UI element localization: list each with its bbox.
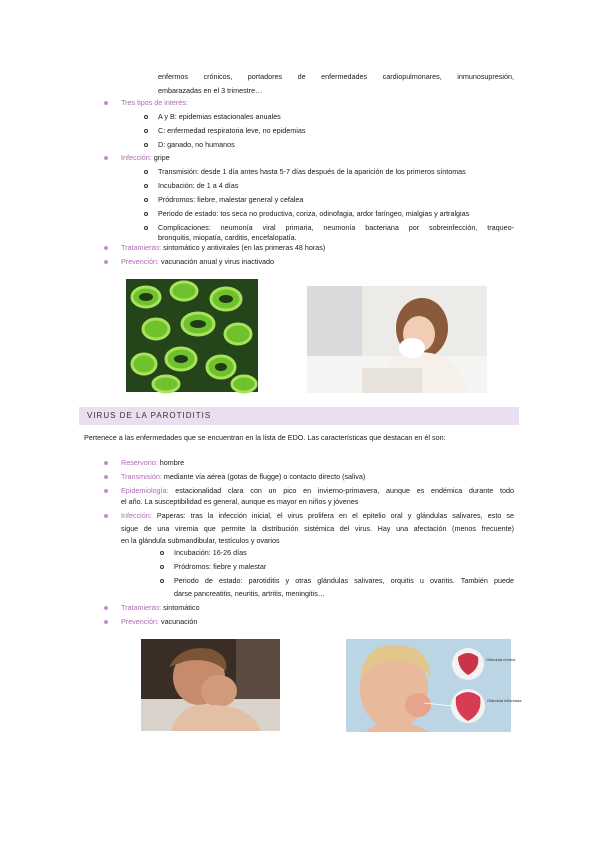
paro-infection-line-2: sigue de una viremia que permite la distribución sistémica del virus. Hay una afectación (menos frecuente) — [121, 524, 514, 533]
bullet-dot-icon — [104, 246, 108, 250]
paro-epidemiology-line-1 — [121, 486, 514, 496]
paro-reservoir-label: Reservorio: — [121, 458, 158, 467]
paro-epidemiology-line-2: el año. La susceptibilidad es general, aunque es mayor en niños y jóvenes — [121, 497, 359, 506]
flu-complications-2: bronquitis, miopatía, carditis, encefalopatía. — [158, 233, 297, 242]
paro-transmission-value: mediante vía aérea (gotas de flugge) o contacto directo (saliva) — [163, 472, 366, 481]
flu-treatment-value: sintomático y antivirales (en las primeras 48 horas) — [163, 243, 326, 252]
paro-treatment-line — [121, 603, 199, 613]
bullet-dot-icon — [104, 606, 108, 610]
paro-transmission-line — [121, 472, 365, 482]
paro-state-period-2: darse pancreatitis, neuritis, artritis, meningitis… — [174, 589, 325, 598]
paro-epidemiology-value: estacionalidad clara con un pico en invierno-primavera, aunque es endémica durante todo — [175, 486, 514, 495]
flu-prevention-value: vacunación anual y virus inactivado — [160, 257, 275, 266]
sub-bullet-circle-icon — [160, 565, 164, 569]
paro-epidemiology-label: Epidemiología: — [121, 486, 169, 495]
flu-prevention-line — [121, 257, 274, 267]
paro-infection-label: Infección: — [121, 511, 152, 520]
flu-complications-1: Complicaciones: neumonía viral primaria, neumonía bacteriana por sobreinfección, traqueo- — [158, 223, 514, 232]
sub-bullet-circle-icon — [144, 198, 148, 202]
sub-bullet-circle-icon — [144, 226, 148, 230]
sub-bullet-circle-icon — [160, 551, 164, 555]
flu-treatment-line — [121, 243, 325, 253]
sick-child-photo — [307, 286, 487, 393]
bullet-dot-icon — [104, 101, 108, 105]
sub-bullet-circle-icon — [160, 579, 164, 583]
influenza-virus-image — [126, 279, 258, 392]
paro-state-period-1: Periodo de estado: parotiditis y otras glándulas salivares, orquitis u ovaritis. También puede — [174, 576, 514, 585]
paro-treatment-value: sintomático — [163, 603, 200, 612]
flu-continuation-line-1: enfermos crónicos, portadores de enfermedades cardiopulmonares, inmunosupresión, — [158, 72, 514, 81]
bullet-dot-icon — [104, 489, 108, 493]
bullet-dot-icon — [104, 461, 108, 465]
section-heading: VIRUS DE LA PAROTIDITIS — [87, 411, 212, 420]
sub-bullet-circle-icon — [144, 115, 148, 119]
bullet-dot-icon — [104, 260, 108, 264]
flu-infection-label: Infección: — [121, 153, 152, 162]
flu-infection-line — [121, 153, 170, 163]
flu-continuation-line-2: embarazadas en el 3 trimestre… — [158, 86, 263, 95]
flu-type-ab: A y B: epidemias estacionales anuales — [158, 112, 281, 121]
flu-prodromes: Pródromos: fiebre, malestar general y cefalea — [158, 195, 304, 204]
parotid-gland-illustration — [346, 639, 522, 732]
paro-prodromes: Pródromos: fiebre y malestar — [174, 562, 267, 571]
bullet-dot-icon — [104, 156, 108, 160]
paro-infection-value: Paperas: tras la infección inicial, el virus prolifera en el epitelio oral y glándulas salivares, esto se — [156, 511, 514, 520]
paro-transmission-label: Transmisión: — [121, 472, 162, 481]
sub-bullet-circle-icon — [144, 129, 148, 133]
flu-state-period: Periodo de estado: tos seca no productiva, coriza, odinofagia, ardor faríngeo, mialgias y artralgias — [158, 209, 470, 218]
sub-bullet-circle-icon — [144, 184, 148, 188]
flu-type-d: D: ganado, no humanos — [158, 140, 235, 149]
sub-bullet-circle-icon — [144, 212, 148, 216]
paro-infection-line-3: en la glándula submandibular, testículos y ovarios — [121, 536, 280, 545]
paro-incubation: Incubación: 16-26 días — [174, 548, 247, 557]
sub-bullet-circle-icon — [144, 143, 148, 147]
bullet-dot-icon — [104, 514, 108, 518]
paro-treatment-label: Tratamiento: — [121, 603, 162, 612]
paro-intro: Pertenece a las enfermedades que se encuentran en la lista de EDO. Las características que destacan en él son: — [84, 433, 446, 442]
section-heading-band — [79, 407, 519, 425]
paro-prevention-label: Prevención: — [121, 617, 159, 626]
flu-types-label: Tres tipos de interés: — [121, 98, 188, 107]
flu-treatment-label: Tratamiento: — [121, 243, 162, 252]
paro-infection-line-1 — [121, 511, 514, 521]
mumps-child-photo — [141, 639, 280, 731]
flu-type-c: C: enfermedad respiratoria leve, no epidemias — [158, 126, 306, 135]
bullet-dot-icon — [104, 475, 108, 479]
flu-transmission: Transmisión: desde 1 día antes hasta 5-7 días después de la aparición de los primeros síntomas — [158, 167, 466, 176]
paro-reservoir-value: hombre — [159, 458, 185, 467]
fig-label-inflamed: Glándula inflamada — [487, 698, 522, 703]
bullet-dot-icon — [104, 620, 108, 624]
flu-infection-value: gripe — [153, 153, 170, 162]
paro-reservoir-line — [121, 458, 184, 468]
paro-prevention-value: vacunación — [160, 617, 198, 626]
fig-label-normal: Glándula normal — [486, 657, 516, 662]
flu-incubation: Incubación: de 1 a 4 días — [158, 181, 239, 190]
flu-prevention-label: Prevención: — [121, 257, 159, 266]
sub-bullet-circle-icon — [144, 170, 148, 174]
paro-prevention-line — [121, 617, 197, 627]
